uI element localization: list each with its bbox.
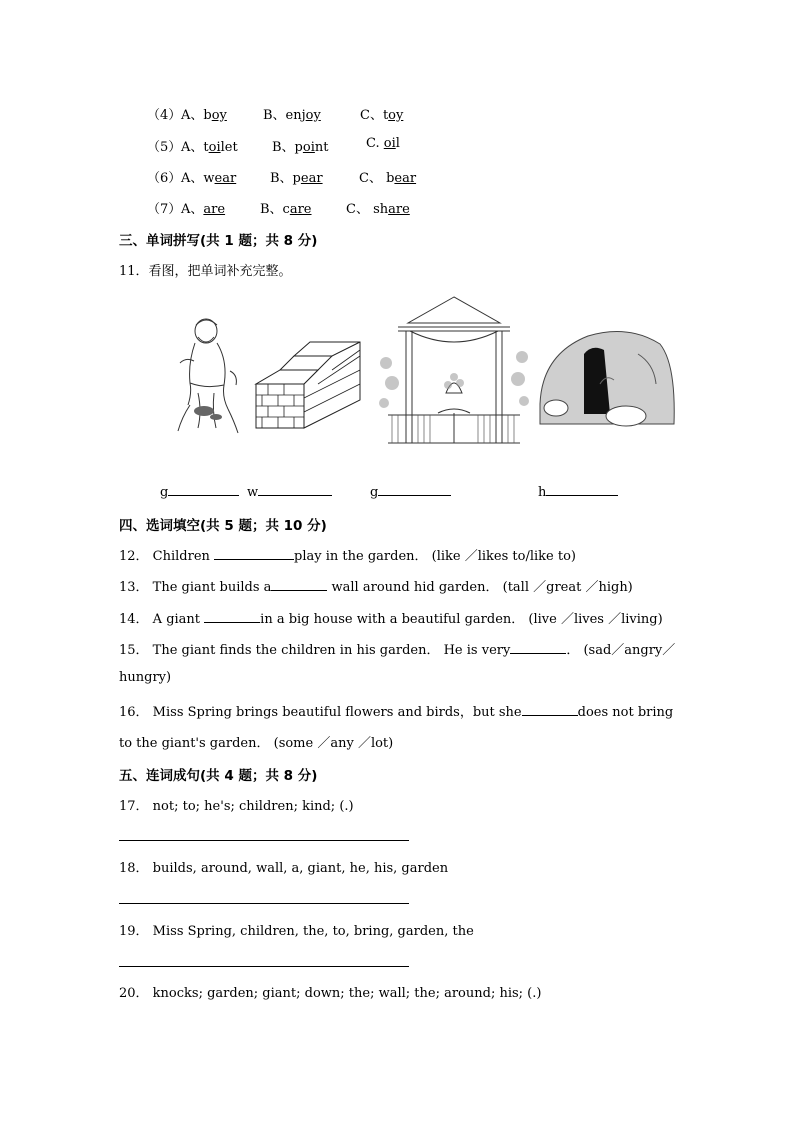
- caption-wall-word: w: [247, 482, 332, 500]
- question-20: 20． knocks; garden; giant; down; the; wall; the; around; his; (.): [119, 986, 542, 1001]
- item-number: （7）: [147, 202, 182, 217]
- question-18: 18． builds, around, wall, a, giant, he, his, garden: [119, 861, 449, 876]
- answer-line-17[interactable]: [119, 840, 409, 841]
- section-heading-spelling: 三、单词拼写(共 1 题；共 8 分): [119, 233, 318, 249]
- wall-picture: [254, 340, 362, 430]
- question-16-continued: to the giant's garden． (some ／any ／lot): [119, 736, 394, 751]
- caption-garden-word-2: g: [370, 482, 451, 500]
- option-c: C、toy: [360, 108, 404, 123]
- giant-picture: [168, 313, 243, 438]
- question-13: 13． The giant builds a wall around hid garden． (tall ／great ／high): [119, 576, 633, 595]
- answer-line-18[interactable]: [119, 903, 409, 904]
- question-12: 12． Children play in the garden． (like ／likes to/like to): [119, 545, 576, 564]
- item-number: （5）: [147, 140, 182, 155]
- cave-picture: [538, 324, 676, 432]
- garden-picture: [378, 293, 530, 461]
- question-17: 17． not; to; he's; children; kind; (.): [119, 799, 354, 814]
- option-c: C、 share: [346, 202, 410, 217]
- question-11: 11．看图，把单词补充完整。: [119, 264, 292, 279]
- answer-line-19[interactable]: [119, 966, 409, 967]
- option-b: B、point: [272, 140, 329, 155]
- option-b: B、care: [260, 202, 312, 217]
- option-a: A、are: [181, 202, 226, 217]
- section-heading-fill-in: 四、选词填空(共 5 题；共 10 分): [119, 518, 327, 534]
- option-a: A、toilet: [181, 140, 238, 155]
- option-b: B、enjoy: [263, 108, 321, 123]
- item-number: （6）: [147, 171, 182, 186]
- option-a: A、boy: [181, 108, 227, 123]
- item-number: （4）: [147, 108, 182, 123]
- question-14: 14． A giant in a big house with a beautiful garden． (live ／lives ／living): [119, 608, 663, 627]
- question-19: 19． Miss Spring, children, the, to, bring, garden, the: [119, 924, 474, 939]
- question-16: 16． Miss Spring brings beautiful flowers and birds，but she does not bring: [119, 701, 673, 720]
- option-b: B、pear: [270, 171, 323, 186]
- option-c: C、 bear: [359, 171, 417, 186]
- question-15-continued: hungry): [119, 670, 172, 685]
- question-15: 15． The giant finds the children in his garden． He is very ． (sad／angry／: [119, 639, 675, 658]
- option-c: C. oil: [366, 136, 400, 151]
- section-heading-sentence-building: 五、连词成句(共 4 题；共 8 分): [119, 768, 318, 784]
- option-a: A、wear: [181, 171, 237, 186]
- caption-garden-word-1: g: [160, 482, 239, 500]
- caption-house-word: h: [538, 482, 618, 500]
